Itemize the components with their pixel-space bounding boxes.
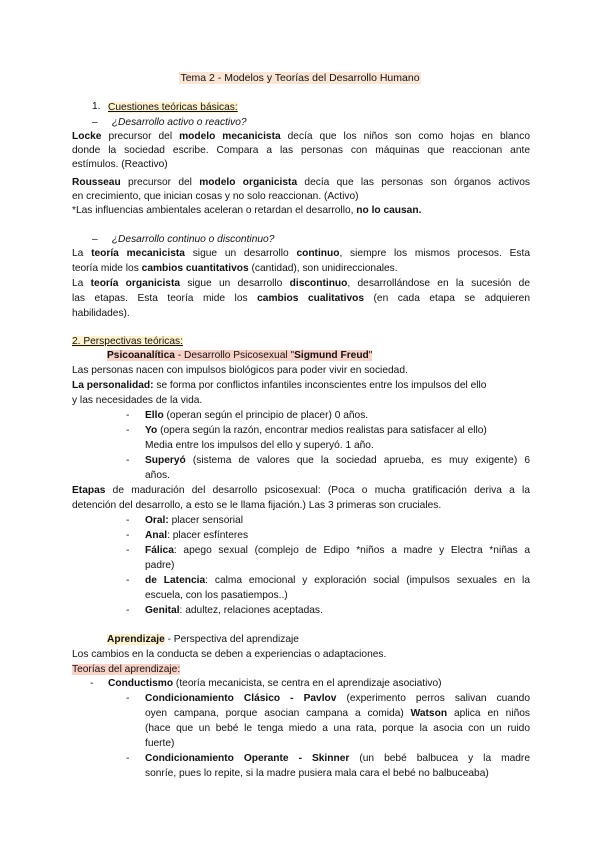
list-item: - [126, 515, 130, 526]
list-item-text: padre) [145, 560, 175, 571]
paragraph-line: detención del desarrollo, a esto se le llama fijación.) Las 3 primeras son cruciales. [72, 500, 442, 511]
paragraph-line: Rousseau precursor del modelo organicista decía que las personas son órganos activos [72, 177, 530, 188]
paragraph-line: Etapas de maduración del desarrollo psicosexual: (Poca o mucha gratificación deriva a la [72, 485, 530, 496]
paragraph-line: donde la sociedad escribe. Compara a las personas con máquinas que reaccionan ante [72, 145, 530, 156]
paragraph-line: habilidades). [72, 308, 130, 319]
paragraph-line: La personalidad: se forma por conflictos infantiles inconscientes entre los impulsos del ello [72, 380, 487, 391]
section-number: 1. [92, 101, 101, 112]
paragraph-line: las etapas. Esta teoría mide los cambios cualitativos (en cada etapa se adquieren [72, 293, 530, 304]
list-item: - [126, 575, 130, 586]
paragraph-line: y las necesidades de la vida. [72, 395, 203, 406]
list-item-text: Genital: adultez, relaciones aceptadas. [145, 605, 323, 616]
paragraph-line: teoría mide los cambios cuantitativos (cantidad), son unidireccionales. [72, 263, 398, 274]
section-heading: Cuestiones teóricas básicas: [108, 102, 238, 113]
list-item-text: oyen campana, porque asocian campana a comida) Watson aplica en niños [145, 708, 531, 719]
list-item-text: Ello (operan según el principio de placer) 0 años. [145, 410, 369, 421]
list-item: - [126, 410, 130, 421]
list-item: - [126, 425, 130, 436]
bullet-question: – ¿Desarrollo activo o reactivo? [92, 117, 247, 128]
paragraph-line: Locke precursor del modelo mecanicista decía que los niños son como hojas en blanco [72, 131, 530, 142]
note-line: *Las influencias ambientales aceleran o retardan el desarrollo, no lo causan. [72, 205, 422, 216]
subsection-heading: Teorías del aprendizaje: [72, 664, 181, 675]
list-item-text: años. [145, 470, 170, 481]
list-item-text: Fálica: apego sexual (complejo de Edipo *niños a madre y Electra *niñas a [145, 545, 530, 556]
list-item: - [126, 605, 130, 616]
list-item-text: Media entre los impulsos del ello y superyó. 1 año. [145, 440, 374, 451]
list-item-text: Conductismo (teoría mecanicista, se centra en el aprendizaje asociativo) [108, 678, 442, 689]
list-item-text: fuerte) [145, 738, 175, 749]
list-item-text: Oral: placer sensorial [145, 515, 243, 526]
list-item-text: Condicionamiento Clásico - Pavlov (experimento perros salivan cuando [145, 693, 530, 704]
subsection-heading: Psicoanalítica - Desarrollo Psicosexual "Sigmund Freud" [107, 350, 373, 361]
list-item-text: de Latencia: calma emocional y exploración social (impulsos sexuales en la [145, 575, 530, 586]
page-title: Tema 2 - Modelos y Teorías del Desarrollo Humano [180, 72, 420, 84]
list-item: - [90, 678, 94, 689]
list-item-text: sonríe, pues lo repite, si la madre pusiera mala cara el bebé no balbuceaba) [145, 768, 489, 779]
bullet-question: – ¿Desarrollo continuo o discontinuo? [92, 234, 275, 245]
section-heading: 2. Perspectivas teóricas: [72, 336, 183, 347]
paragraph-line: Los cambios en la conducta se deben a experiencias o adaptaciones. [72, 649, 387, 660]
list-item: - [126, 545, 130, 556]
list-item: - [126, 753, 130, 764]
subsection-heading: Aprendizaje - Perspectiva del aprendizaje [107, 634, 299, 645]
paragraph-line: Las personas nacen con impulsos biológicos para poder vivir en sociedad. [72, 365, 408, 376]
list-item-text: escuela, con los pasatiempos..) [145, 590, 288, 601]
list-item-text: Yo (opera según la razón, encontrar medios realistas para satisfacer al ello) [145, 425, 487, 436]
paragraph-line: La teoría mecanicista sigue un desarrollo continuo, siempre los mismos procesos. Esta [72, 248, 530, 259]
list-item: - [126, 530, 130, 541]
paragraph-line: en crecimiento, que inician cosas y no solo reaccionan. (Activo) [72, 191, 359, 202]
list-item-text: (hace que un bebé le tenga miedo a una rata, porque la asocia con un ruido [145, 723, 530, 734]
list-item-text: Superyó (sistema de valores que la sociedad aprueba, es muy exigente) 6 [145, 455, 530, 466]
list-item-text: Anal: placer esfínteres [145, 530, 249, 541]
paragraph-line: estímulos. (Reactivo) [72, 159, 168, 170]
list-item: - [126, 693, 130, 704]
list-item: - [126, 455, 130, 466]
list-item-text: Condicionamiento Operante - Skinner (un bebé balbucea y la madre [145, 753, 530, 764]
paragraph-line: La teoría organicista sigue un desarrollo discontinuo, desarrollándose en la sucesión de [72, 278, 530, 289]
